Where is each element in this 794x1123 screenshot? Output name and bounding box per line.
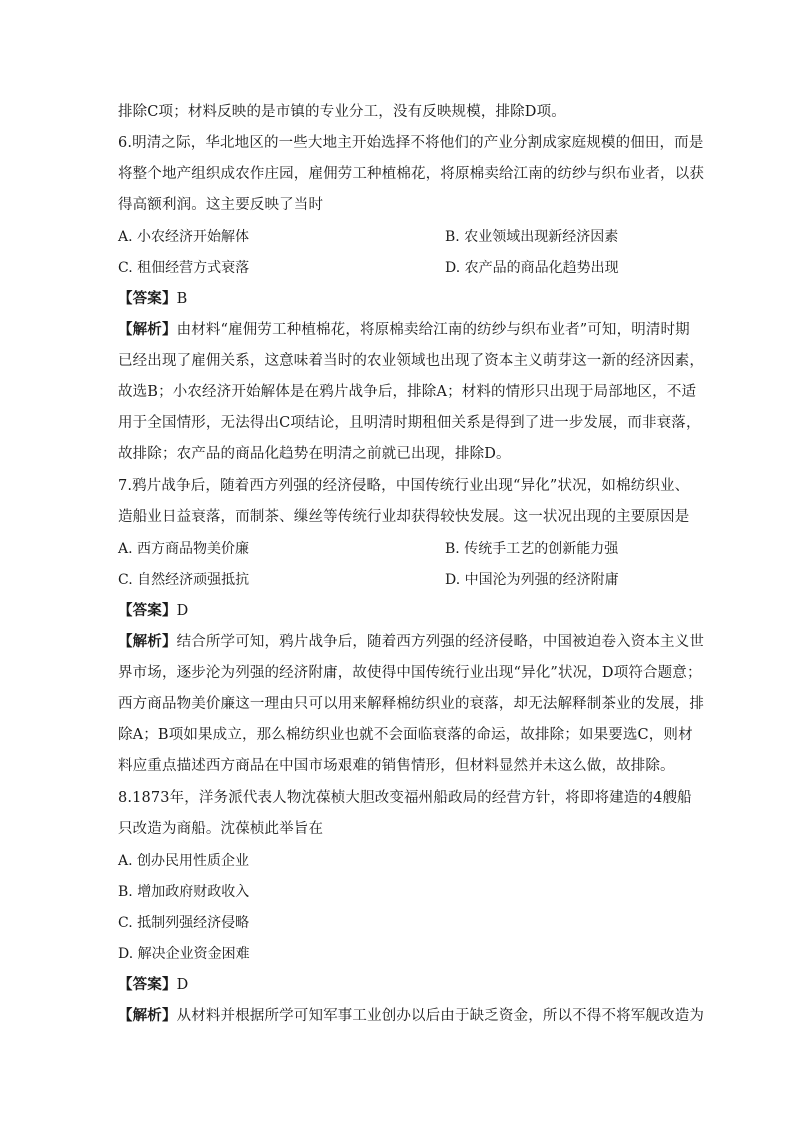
q7-option-a: A. 西方商品物美价廉 <box>118 541 250 557</box>
q6-analysis-line-1 <box>118 320 690 340</box>
intro-line: 排除C项；材料反映的是市镇的专业分工，没有反映规模，排除D项。 <box>118 104 566 120</box>
q6-stem-line-1: 6.明清之际，华北地区的一些大地主开始选择不将他们的产业分割成家庭规模的佃田，而是 <box>118 135 704 151</box>
q7-answer-tag: 【答案】 <box>118 602 177 619</box>
q7-option-c: C. 自然经济顽强抵抗 <box>118 572 250 588</box>
q8-stem-line-2: 只改造为商船。沈葆桢此举旨在 <box>118 821 324 837</box>
q8-analysis-line-1 <box>118 1006 705 1026</box>
q8-option-d: D. 解决企业资金困难 <box>118 946 250 962</box>
q8-option-c: C. 抵制列强经济侵略 <box>118 915 250 931</box>
q7-analysis-line-2: 界市场，逐步沦为列强的经济附庸，故使得中国传统行业出现“异化”状况，D项符合题意； <box>118 665 702 681</box>
q7-analysis-line-5: 料应重点描述西方商品在中国市场艰难的销售情形，但材料显然并未这么做，故排除。 <box>118 758 675 774</box>
q6-analysis-line-4: 用于全国情形，无法得出C项结论，且明清时期租佃关系是得到了进一步发展，而非衰落， <box>118 415 701 431</box>
q7-option-b: B. 传统手工艺的创新能力强 <box>445 541 619 557</box>
q6-analysis-line-3: 故选B；小农经济开始解体是在鸦片战争后，排除A；材料的情形只出现于局部地区，不适 <box>118 384 697 400</box>
q6-option-b: B. 农业领域出现新经济因素 <box>445 229 619 245</box>
q8-stem-line-1: 8.1873年，洋务派代表人物沈葆桢大胆改变福州船政局的经营方针，将即将建造的4艘船 <box>118 790 692 806</box>
q7-answer <box>118 601 678 621</box>
q7-option-d: D. 中国沦为列强的经济附庸 <box>445 572 619 588</box>
q6-answer-tag: 【答案】 <box>118 290 177 307</box>
q7-analysis-line-1 <box>118 632 705 652</box>
q7-answer-value: D <box>176 603 189 619</box>
q6-answer <box>118 289 678 309</box>
q8-answer-value: D <box>176 977 189 993</box>
q7-analysis-line-3: 西方商品物美价廉这一理由只可以用来解释棉纺织业的衰落，却无法解释制茶业的发展，排 <box>118 696 704 712</box>
q6-option-c: C. 租佃经营方式衰落 <box>118 260 250 276</box>
q8-answer-tag: 【答案】 <box>118 976 177 993</box>
q8-analysis-text-1: 从材料并根据所学可知军事工业创办以后由于缺乏资金，所以不得不将军舰改造为 <box>176 1008 705 1024</box>
q6-answer-value: B <box>176 291 188 307</box>
q8-answer <box>118 975 678 995</box>
q6-analysis-line-5: 故排除；农产品的商品化趋势在明清之前就已出现，排除D。 <box>118 446 511 462</box>
q6-analysis-line-2: 已经出现了雇佣关系，这意味着当时的农业领域也出现了资本主义萌芽这一新的经济因素， <box>118 353 704 369</box>
q7-analysis-line-4: 除A；B项如果成立，那么棉纺织业也就不会面临衰落的命运，故排除；如果要选C，则材 <box>118 727 693 743</box>
q6-analysis-tag: 【解析】 <box>118 321 177 338</box>
q6-stem-line-3: 得高额利润。这主要反映了当时 <box>118 197 324 213</box>
q7-analysis-text-1: 结合所学可知，鸦片战争后，随着西方列强的经济侵略，中国被迫卷入资本主义世 <box>176 634 705 650</box>
q7-stem-line-2: 造船业日益衰落，而制茶、缫丝等传统行业却获得较快发展。这一状况出现的主要原因是 <box>118 509 690 525</box>
q6-option-a: A. 小农经济开始解体 <box>118 229 250 245</box>
q8-analysis-tag: 【解析】 <box>118 1007 177 1024</box>
q6-stem-line-2: 将整个地产组织成农作庄园，雇佣劳工种植棉花，将原棉卖给江南的纺纱与织布业者，以获 <box>118 166 704 182</box>
q7-stem-line-1: 7.鸦片战争后，随着西方列强的经济侵略，中国传统行业出现“异化”状况，如棉纺织业、 <box>118 478 690 494</box>
q8-option-a: A. 创办民用性质企业 <box>118 853 250 869</box>
q8-option-b: B. 增加政府财政收入 <box>118 884 250 900</box>
q6-analysis-text-1: 由材料“雇佣劳工种植棉花，将原棉卖给江南的纺纱与织布业者”可知，明清时期 <box>176 322 690 338</box>
q6-option-d: D. 农产品的商品化趋势出现 <box>445 260 619 276</box>
q7-analysis-tag: 【解析】 <box>118 633 177 650</box>
